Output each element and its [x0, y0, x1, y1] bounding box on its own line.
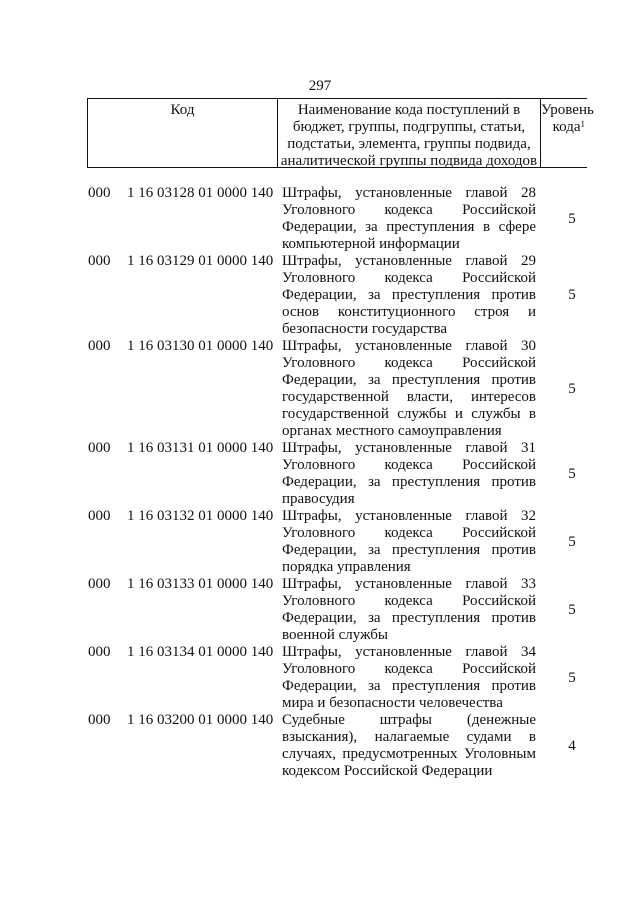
row-code-level: 5	[568, 380, 576, 397]
row-income-code: 1 16 03132 01 0000 140	[127, 508, 274, 524]
header-level-column	[540, 99, 594, 167]
row-admin-code: 000	[88, 712, 111, 728]
row-income-code: 1 16 03131 01 0000 140	[127, 440, 274, 456]
table-row	[0, 576, 640, 644]
row-admin-code: 000	[88, 185, 111, 201]
row-admin-code: 000	[88, 253, 111, 269]
table-row	[0, 508, 640, 576]
row-income-name: Штрафы, установленные главой 33 Уголовного кодекса Российской Федерации, за преступления против военной службы	[282, 576, 536, 643]
row-admin-code: 000	[88, 644, 111, 660]
row-income-code: 1 16 03129 01 0000 140	[127, 253, 274, 269]
row-admin-code: 000	[88, 338, 111, 354]
row-income-code: 1 16 03200 01 0000 140	[127, 712, 274, 728]
table-row	[0, 712, 640, 780]
row-income-code: 1 16 03128 01 0000 140	[127, 185, 274, 201]
row-income-name: Штрафы, установленные главой 32 Уголовного кодекса Российской Федерации, за преступления против порядка управления	[282, 508, 536, 575]
row-code-level: 5	[568, 210, 576, 227]
row-income-name: Штрафы, установленные главой 31 Уголовного кодекса Российской Федерации, за преступления против правосудия	[282, 440, 536, 507]
row-income-name: Штрафы, установленные главой 28 Уголовного кодекса Российской Федерации, за преступления в сфере компьютерной информации	[282, 185, 536, 252]
row-income-code: 1 16 03133 01 0000 140	[127, 576, 274, 592]
table-body	[0, 185, 640, 780]
row-income-name: Штрафы, установленные главой 29 Уголовного кодекса Российской Федерации, за преступления против основ конституционного строя и безопасности государства	[282, 253, 536, 337]
header-name-column: Наименование кода поступлений в бюджет, группы, подгруппы, статьи, подстатьи, элемента, группы подвида, аналитической группы подвида доходов	[280, 102, 538, 169]
header-level-footnote: 1	[580, 119, 585, 129]
table-header	[87, 98, 594, 169]
table-row	[0, 440, 640, 508]
row-income-code: 1 16 03134 01 0000 140	[127, 644, 274, 660]
table-row	[0, 338, 640, 440]
row-admin-code: 000	[88, 576, 111, 592]
page-number: 297	[308, 78, 332, 94]
table-row	[0, 185, 640, 253]
row-code-level: 5	[568, 601, 576, 618]
row-income-name: Штрафы, установленные главой 34 Уголовного кодекса Российской Федерации, за преступления против мира и безопасности человечества	[282, 644, 536, 711]
row-admin-code: 000	[88, 508, 111, 524]
row-code-level: 5	[568, 533, 576, 550]
row-income-name: Штрафы, установленные главой 30 Уголовного кодекса Российской Федерации, за преступления против государственной власти, интересов государственной службы и службы в органах местного самоуправления	[282, 338, 536, 439]
row-code-level: 5	[568, 669, 576, 686]
table-row	[0, 644, 640, 712]
row-income-code: 1 16 03130 01 0000 140	[127, 338, 274, 354]
table-row	[0, 253, 640, 338]
header-level-label: Уровень кода	[541, 102, 594, 135]
row-income-name: Судебные штрафы (денежные взыскания), налагаемые судами в случаях, предусмотренных Уголовным кодексом Российской Федерации	[282, 712, 536, 779]
row-code-level: 5	[568, 287, 576, 303]
row-admin-code: 000	[88, 440, 111, 456]
row-code-level: 5	[568, 465, 576, 482]
row-code-level: 4	[568, 737, 576, 754]
header-code-column: Код	[87, 99, 278, 167]
